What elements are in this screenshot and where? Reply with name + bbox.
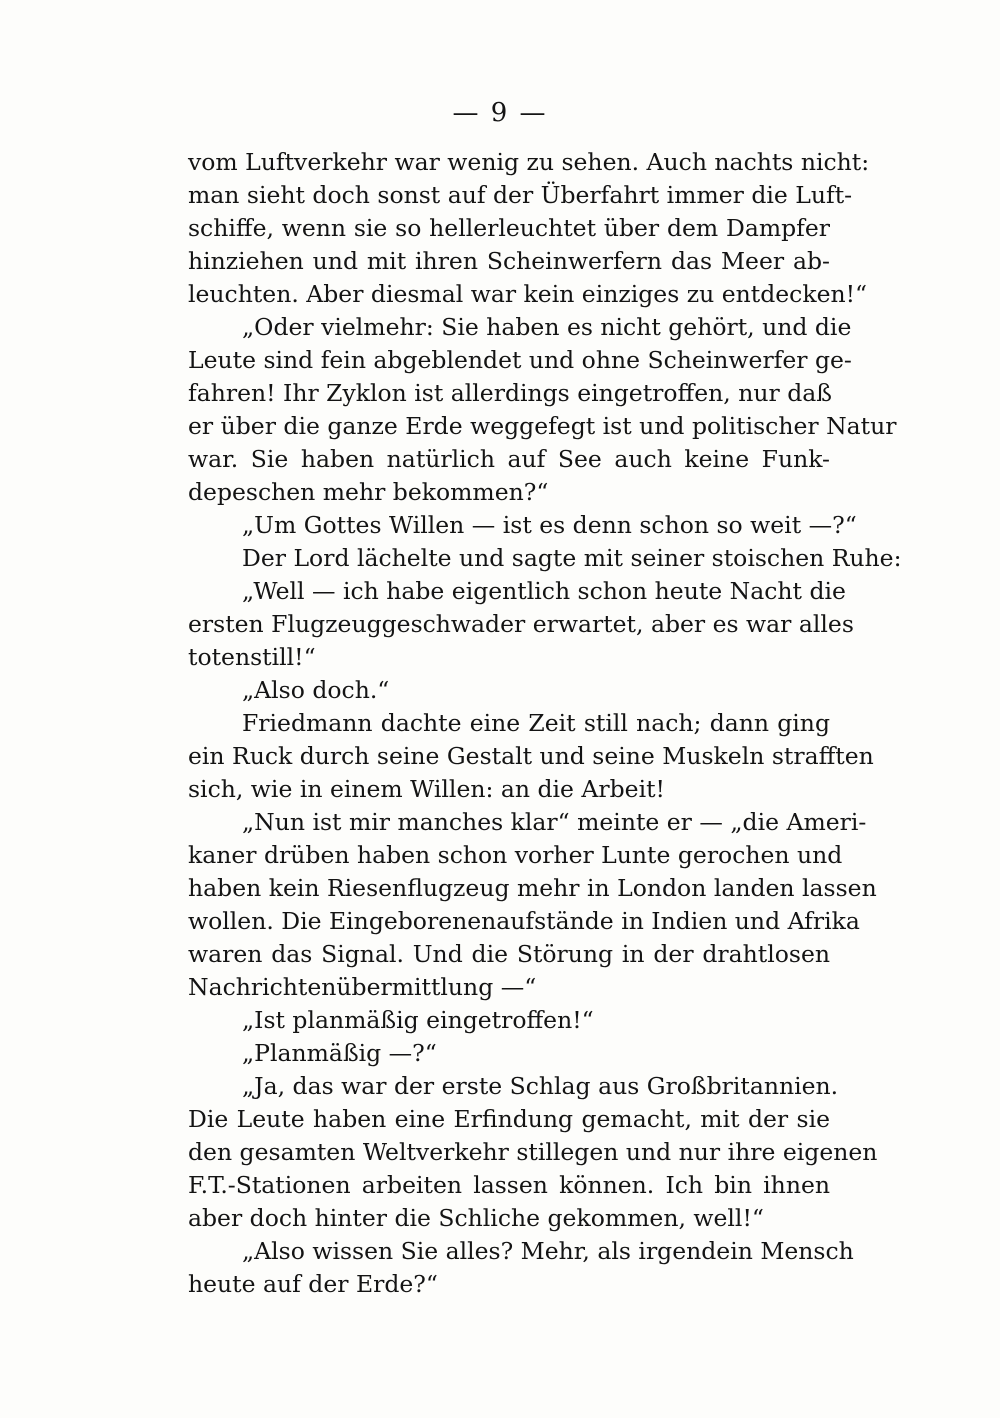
text-line: hinziehen und mit ihren Scheinwerfern das Meer ab-: [188, 247, 830, 275]
text-line: depeschen mehr bekommen?“: [188, 478, 549, 506]
page-number: — 9 —: [452, 98, 548, 128]
text-line: Friedmann dachte eine Zeit still nach; dann ging: [242, 709, 830, 737]
text-line: er über die ganze Erde weggefegt ist und politischer Natur: [188, 412, 897, 440]
text-line: schiffe, wenn sie so hellerleuchtet über dem Dampfer: [188, 214, 830, 242]
text-line: „Ist planmäßig eingetroffen!“: [242, 1006, 594, 1034]
text-line: den gesamten Weltverkehr stillegen und nur ihre eigenen: [188, 1138, 878, 1166]
text-line: haben kein Riesenflugzeug mehr in London landen lassen: [188, 874, 877, 902]
text-line: aber doch hinter die Schliche gekommen, well!“: [188, 1204, 764, 1232]
text-line: Nachrichtenübermittlung —“: [188, 973, 537, 1001]
text-line: wollen. Die Eingeborenenaufstände in Indien und Afrika: [188, 907, 860, 935]
text-line: „Nun ist mir manches klar“ meinte er — „die Ameri-: [242, 808, 867, 836]
text-line: fahren! Ihr Zyklon ist allerdings eingetroffen, nur daß: [188, 379, 832, 407]
text-line: totenstill!“: [188, 643, 316, 671]
text-line: war. Sie haben natürlich auf See auch keine Funk-: [188, 445, 830, 473]
text-line: F.T.-Stationen arbeiten lassen können. Ich bin ihnen: [188, 1171, 830, 1199]
text-line: Leute sind fein abgeblendet und ohne Scheinwerfer ge-: [188, 346, 852, 374]
text-line: Der Lord lächelte und sagte mit seiner stoischen Ruhe:: [242, 544, 902, 572]
text-line: man sieht doch sonst auf der Überfahrt immer die Luft-: [188, 181, 853, 209]
text-line: sich, wie in einem Willen: an die Arbeit!: [188, 775, 665, 803]
body-text: [188, 146, 902, 1301]
text-line: waren das Signal. Und die Störung in der drahtlosen: [188, 940, 830, 968]
text-line: heute auf der Erde?“: [188, 1270, 438, 1298]
text-line: ein Ruck durch seine Gestalt und seine Muskeln strafften: [188, 742, 874, 770]
text-line: kaner drüben haben schon vorher Lunte gerochen und: [188, 841, 843, 869]
text-line: „Also wissen Sie alles? Mehr, als irgendein Mensch: [242, 1237, 854, 1265]
text-line: „Planmäßig —?“: [242, 1039, 437, 1067]
text-line: „Um Gottes Willen — ist es denn schon so weit —?“: [242, 511, 857, 539]
text-line: leuchten. Aber diesmal war kein einziges zu entdecken!“: [188, 280, 868, 308]
text-line: „Well — ich habe eigentlich schon heute Nacht die: [242, 577, 846, 605]
text-line: ersten Flugzeuggeschwader erwartet, aber es war alles: [188, 610, 854, 638]
text-line: „Ja, das war der erste Schlag aus Großbritannien.: [242, 1072, 839, 1100]
text-line: „Oder vielmehr: Sie haben es nicht gehört, und die: [242, 313, 852, 341]
text-line: „Also doch.“: [242, 676, 390, 704]
text-line: vom Luftverkehr war wenig zu sehen. Auch nachts nicht:: [188, 148, 870, 176]
text-line: Die Leute haben eine Erfindung gemacht, mit der sie: [188, 1105, 830, 1133]
